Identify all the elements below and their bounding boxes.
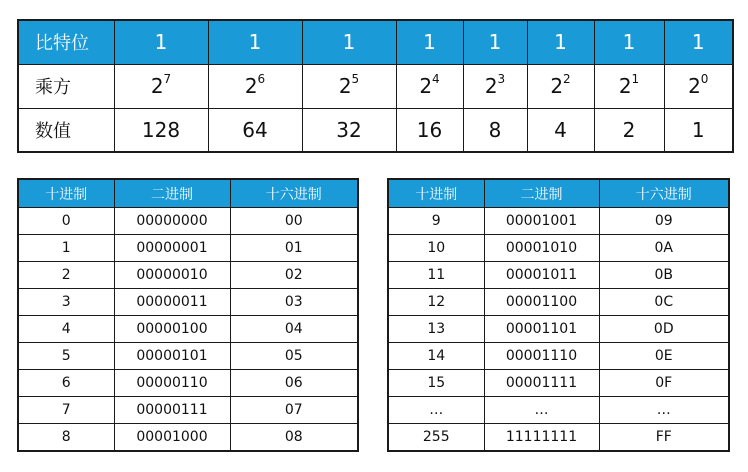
bit-cell: 1 bbox=[463, 20, 527, 64]
table-row bbox=[18, 424, 358, 451]
decimal-cell: 8 bbox=[18, 424, 114, 451]
bit-cell: 1 bbox=[664, 20, 733, 64]
binary-cell: 00001101 bbox=[484, 316, 599, 343]
value-cell: 1 bbox=[664, 108, 733, 152]
bit-cell: 1 bbox=[208, 20, 302, 64]
bit-cell: 1 bbox=[594, 20, 664, 64]
hex-cell: 05 bbox=[230, 343, 358, 370]
table-row bbox=[388, 343, 729, 370]
binary-cell: 00000010 bbox=[114, 262, 230, 289]
power-exponent: 1 bbox=[631, 72, 640, 87]
power-base: 2 bbox=[484, 74, 498, 98]
bit-cell: 1 bbox=[302, 20, 396, 64]
decimal-cell: 4 bbox=[18, 316, 114, 343]
binary-cell: 00000011 bbox=[114, 289, 230, 316]
value-row-label: 数值 bbox=[18, 108, 114, 152]
decimal-cell: 7 bbox=[18, 397, 114, 424]
bits-row-label: 比特位 bbox=[18, 20, 114, 64]
binary-cell: 00000100 bbox=[114, 316, 230, 343]
decimal-cell: 0 bbox=[18, 208, 114, 235]
power-base: 2 bbox=[338, 74, 352, 98]
hex-cell: 00 bbox=[230, 208, 358, 235]
power-base: 2 bbox=[419, 74, 433, 98]
hex-cell: … bbox=[599, 397, 729, 424]
binary-cell: 00000000 bbox=[114, 208, 230, 235]
power-row-label: 乘方 bbox=[18, 64, 114, 108]
decimal-cell: … bbox=[388, 397, 484, 424]
hex-cell: 0C bbox=[599, 289, 729, 316]
binary-cell: 00000111 bbox=[114, 397, 230, 424]
hex-cell: 0B bbox=[599, 262, 729, 289]
binary-cell: 00000110 bbox=[114, 370, 230, 397]
header-binary: 二进制 bbox=[484, 179, 599, 208]
decimal-cell: 15 bbox=[388, 370, 484, 397]
bit-weight-table bbox=[17, 19, 734, 153]
table-row bbox=[388, 262, 729, 289]
power-exponent: 7 bbox=[163, 72, 172, 87]
hex-cell: 0A bbox=[599, 235, 729, 262]
table-row bbox=[388, 235, 729, 262]
bit-cell: 1 bbox=[527, 20, 594, 64]
power-cell bbox=[594, 64, 664, 108]
table-row bbox=[18, 316, 358, 343]
table-row bbox=[18, 289, 358, 316]
power-exponent: 5 bbox=[351, 72, 360, 87]
header-row bbox=[388, 179, 729, 208]
table-row bbox=[388, 370, 729, 397]
decimal-cell: 9 bbox=[388, 208, 484, 235]
power-exponent: 6 bbox=[257, 72, 266, 87]
hex-cell: 06 bbox=[230, 370, 358, 397]
value-cell: 32 bbox=[302, 108, 396, 152]
table-row bbox=[388, 424, 729, 451]
conversion-table-right bbox=[387, 178, 730, 452]
decimal-cell: 12 bbox=[388, 289, 484, 316]
header-binary: 二进制 bbox=[114, 179, 230, 208]
decimal-cell: 5 bbox=[18, 343, 114, 370]
decimal-cell: 11 bbox=[388, 262, 484, 289]
value-cell: 16 bbox=[396, 108, 463, 152]
bit-cell: 1 bbox=[114, 20, 208, 64]
bit-cell: 1 bbox=[396, 20, 463, 64]
power-base: 2 bbox=[550, 74, 564, 98]
binary-cell: 00001100 bbox=[484, 289, 599, 316]
hex-cell: 08 bbox=[230, 424, 358, 451]
power-exponent: 3 bbox=[497, 72, 506, 87]
binary-cell: 00001110 bbox=[484, 343, 599, 370]
decimal-cell: 255 bbox=[388, 424, 484, 451]
power-cell bbox=[208, 64, 302, 108]
power-base: 2 bbox=[618, 74, 632, 98]
power-cell bbox=[664, 64, 733, 108]
decimal-cell: 2 bbox=[18, 262, 114, 289]
hex-cell: 04 bbox=[230, 316, 358, 343]
power-row bbox=[18, 64, 733, 108]
hex-cell: FF bbox=[599, 424, 729, 451]
power-base: 2 bbox=[688, 74, 701, 98]
value-cell: 2 bbox=[594, 108, 664, 152]
table-row bbox=[388, 316, 729, 343]
table-row bbox=[18, 208, 358, 235]
hex-cell: 0D bbox=[599, 316, 729, 343]
decimal-cell: 10 bbox=[388, 235, 484, 262]
hex-cell: 02 bbox=[230, 262, 358, 289]
value-row bbox=[18, 108, 733, 152]
power-exponent: 2 bbox=[563, 72, 571, 87]
binary-cell: … bbox=[484, 397, 599, 424]
power-cell bbox=[302, 64, 396, 108]
header-hex: 十六进制 bbox=[599, 179, 729, 208]
table-row bbox=[388, 208, 729, 235]
header-hex: 十六进制 bbox=[230, 179, 358, 208]
value-cell: 128 bbox=[114, 108, 208, 152]
table-row bbox=[18, 397, 358, 424]
decimal-cell: 6 bbox=[18, 370, 114, 397]
hex-cell: 03 bbox=[230, 289, 358, 316]
header-decimal: 十进制 bbox=[18, 179, 114, 208]
power-base: 2 bbox=[244, 74, 258, 98]
table-row bbox=[18, 235, 358, 262]
bits-row bbox=[18, 20, 733, 64]
binary-cell: 00001010 bbox=[484, 235, 599, 262]
binary-cell: 00000001 bbox=[114, 235, 230, 262]
table-row bbox=[18, 262, 358, 289]
binary-cell: 11111111 bbox=[484, 424, 599, 451]
conversion-table-left bbox=[17, 178, 359, 452]
value-cell: 64 bbox=[208, 108, 302, 152]
hex-cell: 0F bbox=[599, 370, 729, 397]
power-cell bbox=[114, 64, 208, 108]
table-row bbox=[18, 343, 358, 370]
table-row bbox=[388, 289, 729, 316]
table-row bbox=[388, 397, 729, 424]
header-decimal: 十进制 bbox=[388, 179, 484, 208]
power-exponent: 0 bbox=[700, 72, 709, 87]
hex-cell: 0E bbox=[599, 343, 729, 370]
decimal-cell: 3 bbox=[18, 289, 114, 316]
binary-cell: 00000101 bbox=[114, 343, 230, 370]
power-base: 2 bbox=[150, 74, 164, 98]
value-cell: 4 bbox=[527, 108, 594, 152]
decimal-cell: 13 bbox=[388, 316, 484, 343]
decimal-cell: 1 bbox=[18, 235, 114, 262]
binary-cell: 00001000 bbox=[114, 424, 230, 451]
hex-cell: 07 bbox=[230, 397, 358, 424]
binary-cell: 00001001 bbox=[484, 208, 599, 235]
table-row bbox=[18, 370, 358, 397]
power-cell bbox=[527, 64, 594, 108]
power-exponent: 4 bbox=[432, 72, 440, 87]
decimal-cell: 14 bbox=[388, 343, 484, 370]
header-row bbox=[18, 179, 358, 208]
hex-cell: 01 bbox=[230, 235, 358, 262]
binary-cell: 00001011 bbox=[484, 262, 599, 289]
binary-cell: 00001111 bbox=[484, 370, 599, 397]
hex-cell: 09 bbox=[599, 208, 729, 235]
power-cell bbox=[396, 64, 463, 108]
power-cell bbox=[463, 64, 527, 108]
value-cell: 8 bbox=[463, 108, 527, 152]
